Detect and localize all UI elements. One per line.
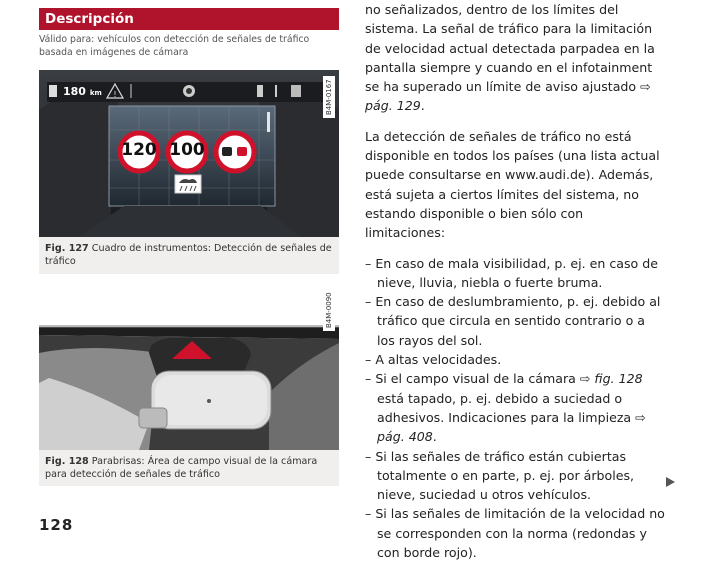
- svg-text:!: !: [113, 90, 117, 99]
- figure-reference-link[interactable]: ⇨ fig. 128: [579, 371, 643, 387]
- page-reference-link[interactable]: ⇨ pág. 129: [365, 79, 651, 114]
- figure-number: Fig. 128: [45, 456, 89, 467]
- list-item-text: En caso de mala visibilidad, p. ej. en caso de nieve, lluvia, niebla o fuerte bruma.: [375, 255, 658, 290]
- figure-caption-text: Cuadro de instrumentos: Detección de señales de tráfico: [45, 243, 332, 267]
- list-item-text-tail: está tapado, p. ej. debido a suciedad o adhesivos. Indicaciones para la limpieza: [377, 390, 636, 425]
- list-item-text: Si las señales de limitación de la velocidad no se corresponden con la norma (redondas y con borde rojo).: [375, 506, 665, 561]
- list-item: [365, 369, 665, 446]
- windshield-camera-image: [39, 283, 339, 450]
- figure-128: [39, 283, 339, 486]
- list-item: [365, 292, 665, 350]
- page-number: 128: [39, 516, 74, 534]
- paragraph-2: La detección de señales de tráfico no está disponible en todos los países (una lista actual puede consultarse en www.audi.de). Además, está sujeta a ciertos límites del sistema, no estando disponible o bien sólo con limitaciones:: [365, 128, 660, 241]
- windshield-camera-illustration: [39, 283, 339, 450]
- speed-limit-sign-120: 120: [121, 140, 157, 160]
- list-item: [365, 254, 665, 293]
- figure-caption: [45, 242, 335, 268]
- limitations-list: [365, 254, 665, 562]
- figure-127: [39, 70, 339, 274]
- list-item: [365, 447, 665, 505]
- section-title: Descripción: [39, 8, 339, 30]
- page-reference-link[interactable]: ⇨ pág. 408: [377, 409, 646, 445]
- validity-note: Válido para: vehículos con detección de señales de tráfico basada en imágenes de cámara: [39, 34, 310, 58]
- list-item: [365, 350, 665, 369]
- list-item-text: A altas velocidades.: [375, 352, 502, 368]
- speed-readout: [63, 85, 102, 98]
- list-item-text-end: .: [432, 429, 437, 445]
- continue-arrow-icon: [666, 477, 675, 487]
- paragraph-1-end: .: [420, 98, 425, 114]
- figure-code: B4M-0167: [323, 76, 335, 118]
- list-item-text: Si el campo visual de la cámara: [375, 371, 580, 387]
- figure-number: Fig. 127: [45, 243, 89, 254]
- list-item: [365, 504, 665, 562]
- figure-code: B4M-0090: [323, 289, 335, 331]
- speed-limit-sign-100: 100: [169, 140, 205, 160]
- speed-unit: km: [89, 89, 102, 97]
- figure-caption-text: Parabrisas: Área de campo visual de la cámara para detección de señales de tráfico: [45, 456, 318, 480]
- paragraph-1: [365, 0, 665, 116]
- list-item-text: En caso de deslumbramiento, p. ej. debido al tráfico que circula en sentido contrario o a los rayos del sol.: [375, 294, 661, 348]
- body-text-column: [365, 0, 665, 562]
- paragraph-1-text: no señalizados, dentro de los límites del sistema. La señal de tráfico para la limitación de velocidad actual detectada parpadea en la pantalla siempre y cuando en el infotainment se ha superado un límite de aviso ajustado: [365, 2, 655, 95]
- speed-value: 180: [63, 85, 86, 98]
- figure-caption: [45, 455, 335, 481]
- list-item-text: Si las señales de tráfico están cubiertas totalmente o en parte, p. ej. por árboles, nieve, suciedad u otros vehículos.: [375, 448, 635, 503]
- instrument-cluster-image: [39, 70, 339, 237]
